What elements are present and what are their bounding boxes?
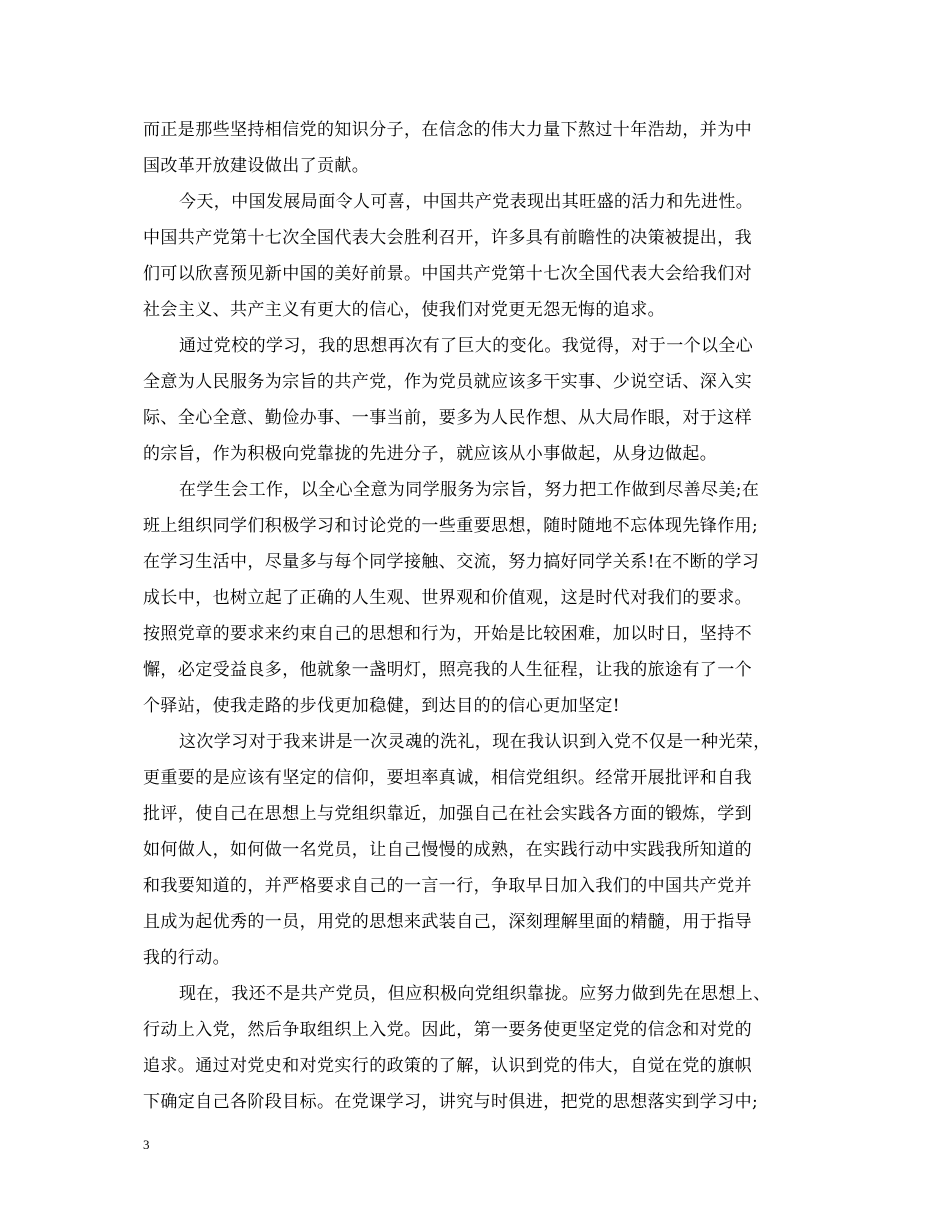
text-line: 国改革开放建设做出了贡献。 xyxy=(143,156,370,176)
text-line: 们可以欣喜预见新中国的美好前景。中国共产党第十七次全国代表大会给我们对 xyxy=(143,264,752,284)
text-line: 的宗旨，作为积极向党靠拢的先进分子，就应该从小事做起，从身边做起。 xyxy=(143,444,718,464)
body-text xyxy=(143,112,808,1120)
text-line: 而正是那些坚持相信党的知识分子，在信念的伟大力量下熬过十年浩劫，并为中 xyxy=(143,120,752,140)
text-line: 按照党章的要求来约束自己的思想和行为，开始是比较困难，加以时日，坚持不 xyxy=(143,624,752,644)
text-line: 班上组织同学们积极学习和讨论党的一些重要思想，随时随地不忘体现先锋作用; xyxy=(143,516,759,536)
text-line: 如何做人，如何做一名党员，让自己慢慢的成熟，在实践行动中实践我所知道的 xyxy=(143,840,752,860)
paragraph-start-line: 这次学习对于我来讲是一次灵魂的洗礼，现在我认识到入党不仅是一种光荣， xyxy=(179,732,771,752)
text-line: 在学习生活中，尽量多与每个同学接触、交流，努力搞好同学关系!在不断的学习 xyxy=(143,552,760,572)
text-line: 懈，必定受益良多，他就象一盏明灯，照亮我的人生征程，让我的旅途有了一个 xyxy=(143,660,752,680)
text-line: 我的行动。 xyxy=(143,948,230,968)
text-line: 下确定自己各阶段目标。在党课学习，讲究与时俱进，把党的思想落实到学习中; xyxy=(143,1092,759,1112)
page-number: 3 xyxy=(143,1137,150,1152)
text-line: 中国共产党第十七次全国代表大会胜利召开，许多具有前瞻性的决策被提出，我 xyxy=(143,228,752,248)
text-line: 成长中，也树立起了正确的人生观、世界观和价值观，这是时代对我们的要求。 xyxy=(143,588,752,608)
paragraph-start-line: 今天，中国发展局面令人可喜，中国共产党表现出其旺盛的活力和先进性。 xyxy=(179,192,754,212)
paragraph-start-line: 现在，我还不是共产党员，但应积极向党组织靠拢。应努力做到先在思想上、 xyxy=(179,984,771,1004)
text-line: 社会主义、共产主义有更大的信心，使我们对党更无怨无悔的追求。 xyxy=(143,300,665,320)
text-line: 更重要的是应该有坚定的信仰，要坦率真诚，相信党组织。经常开展批评和自我 xyxy=(143,768,752,788)
text-line: 际、全心全意、勤俭办事、一事当前，要多为人民作想、从大局作眼，对于这样 xyxy=(143,408,752,428)
paragraph-start-line: 在学生会工作，以全心全意为同学服务为宗旨，努力把工作做到尽善尽美;在 xyxy=(179,480,760,500)
text-line: 行动上入党，然后争取组织上入党。因此，第一要务使更坚定党的信念和对党的 xyxy=(143,1020,752,1040)
text-line: 个驿站，使我走路的步伐更加稳健，到达目的的信心更加坚定! xyxy=(143,696,621,716)
paragraph-start-line: 通过党校的学习，我的思想再次有了巨大的变化。我觉得，对于一个以全心 xyxy=(179,336,754,356)
text-line: 和我要知道的，并严格要求自己的一言一行，争取早日加入我们的中国共产党并 xyxy=(143,876,752,896)
text-line: 且成为起优秀的一员，用党的思想来武装自己，深刻理解里面的精髓，用于指导 xyxy=(143,912,752,932)
text-line: 批评，使自己在思想上与党组织靠近，加强自己在社会实践各方面的锻炼，学到 xyxy=(143,804,752,824)
text-line: 全意为人民服务为宗旨的共产党，作为党员就应该多干实事、少说空话、深入实 xyxy=(143,372,752,392)
text-line: 追求。通过对党史和对党实行的政策的了解，认识到党的伟大，自觉在党的旗帜 xyxy=(143,1056,752,1076)
